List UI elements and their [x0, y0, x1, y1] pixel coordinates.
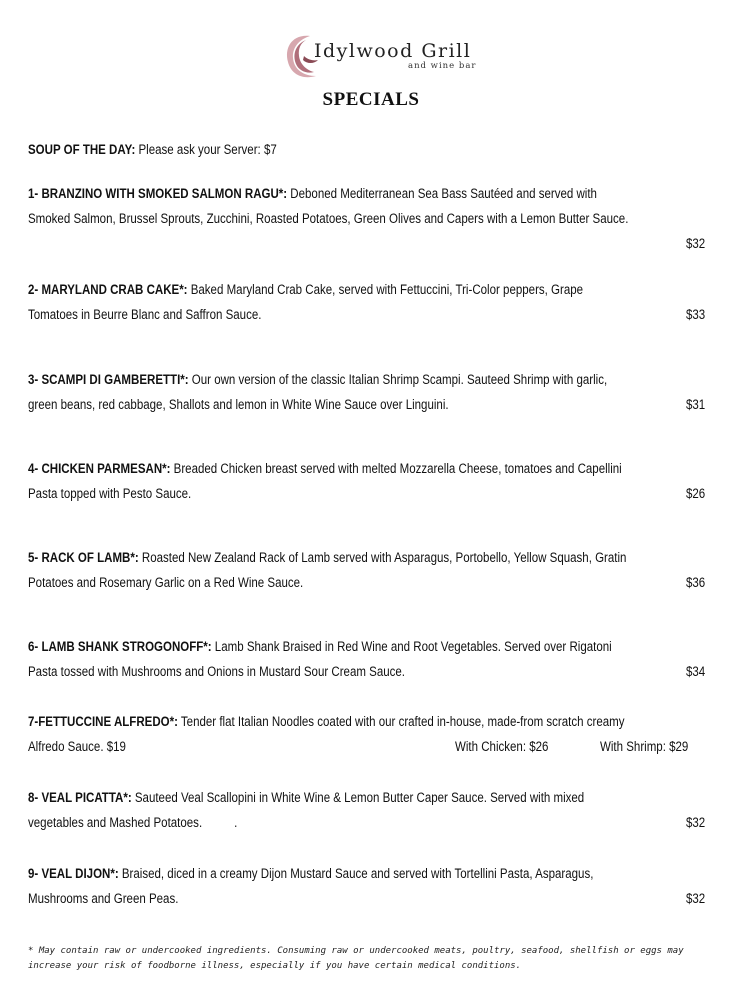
menu-item-2-desc2: Tomatoes in Beurre Blanc and Saffron Sauce. — [28, 307, 262, 322]
menu-item-9-desc2: Mushrooms and Green Peas. — [28, 891, 179, 906]
menu-item-5-line1 — [28, 550, 626, 565]
menu-item-5-price: $36 — [686, 575, 706, 590]
menu-item-8-price: $32 — [686, 815, 706, 830]
menu-item-3-desc2: green beans, red cabbage, Shallots and lemon in White Wine Sauce over Linguini. — [28, 397, 449, 412]
menu-item-7-desc1: Tender flat Italian Noodles coated with our crafted in-house, made-from scratch creamy — [177, 714, 625, 729]
menu-item-4-name: 4- CHICKEN PARMESAN*: — [28, 461, 171, 476]
menu-item-1-desc1: Deboned Mediterranean Sea Bass Sautéed and served with — [287, 186, 597, 201]
menu-item-9-line1 — [28, 866, 593, 881]
menu-item-9-name: 9- VEAL DIJON*: — [28, 866, 119, 881]
logo-name: Idylwood Grill — [314, 40, 472, 62]
page-title: SPECIALS — [322, 89, 420, 110]
soup-line — [28, 142, 277, 157]
menu-item-2-line1 — [28, 282, 583, 297]
menu-item-3-line1 — [28, 372, 607, 387]
soup-text: Please ask your Server: $7 — [135, 142, 277, 157]
logo-subtitle: and wine bar — [408, 61, 477, 71]
menu-item-2-price: $33 — [686, 307, 706, 322]
menu-item-8-name: 8- VEAL PICATTA*: — [28, 790, 132, 805]
menu-item-9-desc1: Braised, diced in a creamy Dijon Mustard Sauce and served with Tortellini Pasta, Asparagus, — [118, 866, 594, 881]
menu-item-6-desc2: Pasta tossed with Mushrooms and Onions in Mustard Sour Cream Sauce. — [28, 664, 406, 679]
allergy-footnote: * May contain raw or undercooked ingredients. Consuming raw or undercooked meats, poultry, seafood, shellfish or eggs may increase your risk of foodborne illness, especially if you have certain medical conditions. — [28, 946, 684, 971]
menu-item-1-name: 1- BRANZINO WITH SMOKED SALMON RAGU*: — [28, 186, 288, 201]
menu-item-5-desc2: Potatoes and Rosemary Garlic on a Red Wine Sauce. — [28, 575, 304, 590]
menu-item-7-desc2: Alfredo Sauce. $19 — [28, 739, 126, 754]
menu-item-3-price: $31 — [686, 397, 706, 412]
menu-item-5-name: 5- RACK OF LAMB*: — [28, 550, 139, 565]
restaurant-logo — [280, 30, 510, 86]
menu-item-8-desc2: vegetables and Mashed Potatoes. . — [28, 815, 238, 830]
menu-item-1-price: $32 — [686, 236, 706, 251]
menu-item-7-with-chicken: With Chicken: $26 — [455, 739, 549, 754]
menu-item-6-desc1: Lamb Shank Braised in Red Wine and Root Vegetables. Served over Rigatoni — [211, 639, 612, 654]
menu-item-2-name: 2- MARYLAND CRAB CAKE*: — [28, 282, 188, 297]
menu-item-5-desc1: Roasted New Zealand Rack of Lamb served with Asparagus, Portobello, Yellow Squash, Gratin — [138, 550, 627, 565]
menu-item-7-with-shrimp: With Shrimp: $29 — [600, 739, 689, 754]
menu-item-4-line1 — [28, 461, 622, 476]
menu-item-8-line1 — [28, 790, 584, 805]
menu-item-8-desc1: Sauteed Veal Scallopini in White Wine & Lemon Butter Caper Sauce. Served with mixed — [131, 790, 585, 805]
menu-item-1-line1 — [28, 186, 597, 201]
menu-item-9-price: $32 — [686, 891, 706, 906]
menu-item-4-desc2: Pasta topped with Pesto Sauce. — [28, 486, 192, 501]
menu-item-1-desc2: Smoked Salmon, Brussel Sprouts, Zucchini, Roasted Potatoes, Green Olives and Capers with a Lemon Butter Sauce. — [28, 211, 629, 226]
menu-item-6-line1 — [28, 639, 612, 654]
menu-item-3-desc1: Our own version of the classic Italian Shrimp Scampi. Sauteed Shrimp with garlic, — [188, 372, 608, 387]
menu-item-7-name: 7-FETTUCCINE ALFREDO*: — [28, 714, 178, 729]
menu-item-6-name: 6- LAMB SHANK STROGONOFF*: — [28, 639, 212, 654]
menu-item-2-desc1: Baked Maryland Crab Cake, served with Fettuccini, Tri-Color peppers, Grape — [187, 282, 584, 297]
menu-item-6-price: $34 — [686, 664, 706, 679]
menu-item-3-name: 3- SCAMPI DI GAMBERETTI*: — [28, 372, 189, 387]
menu-item-4-desc1: Breaded Chicken breast served with melted Mozzarella Cheese, tomatoes and Capellini — [170, 461, 622, 476]
soup-label: SOUP OF THE DAY: — [28, 142, 136, 157]
menu-item-4-price: $26 — [686, 486, 706, 501]
menu-item-7-line1 — [28, 714, 624, 729]
